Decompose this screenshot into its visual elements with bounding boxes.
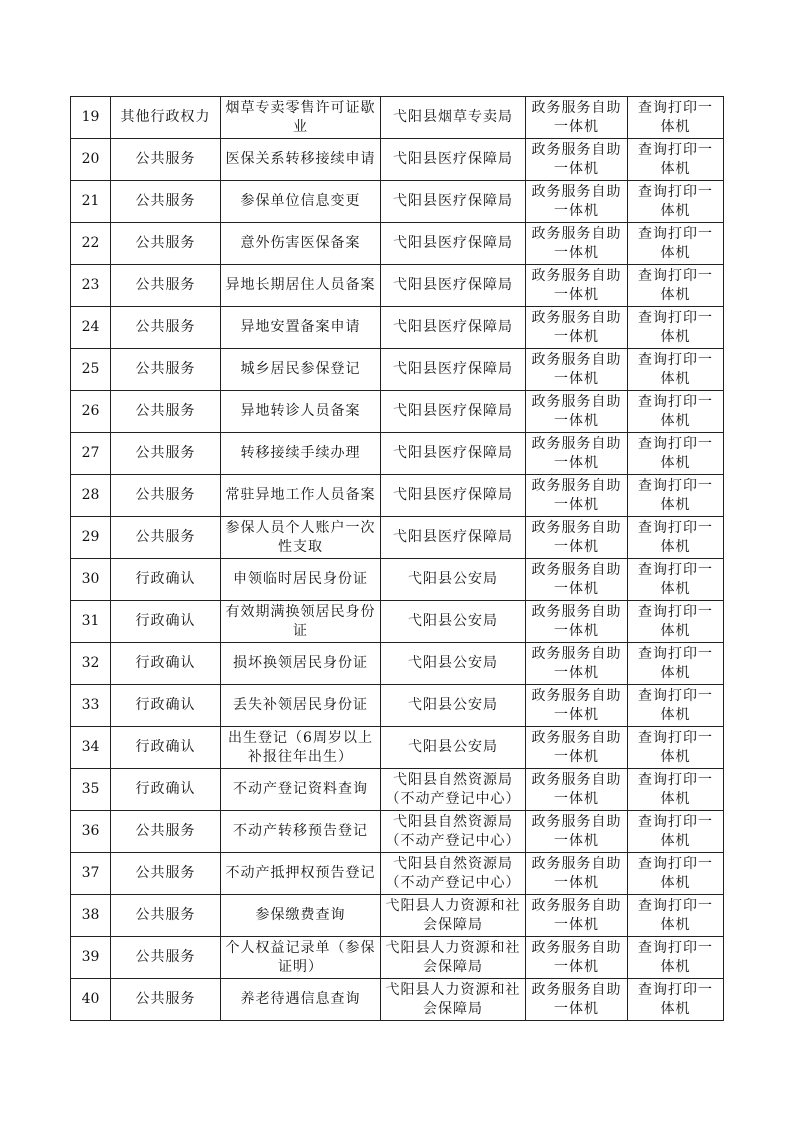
- cell-service-item: 烟草专卖零售许可证歇业: [221, 97, 381, 139]
- table-row: [71, 811, 724, 853]
- cell-number: 23: [71, 265, 111, 307]
- cell-category: 公共服务: [111, 433, 221, 475]
- cell-department: 弋阳县自然资源局（不动产登记中心）: [381, 853, 526, 895]
- cell-terminal: 查询打印一体机: [628, 97, 724, 139]
- cell-service-item: 养老待遇信息查询: [221, 979, 381, 1021]
- cell-department: 弋阳县医疗保障局: [381, 307, 526, 349]
- cell-channel: 政务服务自助一体机: [526, 265, 628, 307]
- cell-number: 19: [71, 97, 111, 139]
- cell-number: 26: [71, 391, 111, 433]
- cell-number: 21: [71, 181, 111, 223]
- table-row: [71, 685, 724, 727]
- cell-terminal: 查询打印一体机: [628, 769, 724, 811]
- cell-department: 弋阳县人力资源和社会保障局: [381, 937, 526, 979]
- cell-number: 35: [71, 769, 111, 811]
- cell-number: 22: [71, 223, 111, 265]
- cell-category: 行政确认: [111, 601, 221, 643]
- cell-department: 弋阳县医疗保障局: [381, 265, 526, 307]
- cell-department: 弋阳县自然资源局（不动产登记中心）: [381, 769, 526, 811]
- cell-channel: 政务服务自助一体机: [526, 223, 628, 265]
- cell-terminal: 查询打印一体机: [628, 181, 724, 223]
- cell-department: 弋阳县医疗保障局: [381, 349, 526, 391]
- cell-category: 公共服务: [111, 937, 221, 979]
- cell-service-item: 损坏换领居民身份证: [221, 643, 381, 685]
- table-row: [71, 517, 724, 559]
- cell-channel: 政务服务自助一体机: [526, 811, 628, 853]
- services-table: [70, 96, 724, 1021]
- cell-department: 弋阳县医疗保障局: [381, 139, 526, 181]
- table-row: [71, 769, 724, 811]
- cell-terminal: 查询打印一体机: [628, 559, 724, 601]
- cell-category: 公共服务: [111, 307, 221, 349]
- cell-service-item: 参保人员个人账户一次性支取: [221, 517, 381, 559]
- cell-terminal: 查询打印一体机: [628, 979, 724, 1021]
- cell-channel: 政务服务自助一体机: [526, 979, 628, 1021]
- cell-terminal: 查询打印一体机: [628, 517, 724, 559]
- cell-department: 弋阳县烟草专卖局: [381, 97, 526, 139]
- cell-service-item: 出生登记（6周岁以上补报往年出生）: [221, 727, 381, 769]
- cell-channel: 政务服务自助一体机: [526, 181, 628, 223]
- cell-channel: 政务服务自助一体机: [526, 559, 628, 601]
- cell-terminal: 查询打印一体机: [628, 475, 724, 517]
- cell-service-item: 异地长期居住人员备案: [221, 265, 381, 307]
- cell-channel: 政务服务自助一体机: [526, 433, 628, 475]
- cell-channel: 政务服务自助一体机: [526, 601, 628, 643]
- cell-channel: 政务服务自助一体机: [526, 685, 628, 727]
- table-row: [71, 559, 724, 601]
- cell-number: 29: [71, 517, 111, 559]
- cell-terminal: 查询打印一体机: [628, 811, 724, 853]
- table-row: [71, 937, 724, 979]
- cell-service-item: 城乡居民参保登记: [221, 349, 381, 391]
- cell-terminal: 查询打印一体机: [628, 727, 724, 769]
- cell-number: 37: [71, 853, 111, 895]
- table-row: [71, 433, 724, 475]
- table-row: [71, 979, 724, 1021]
- cell-category: 公共服务: [111, 517, 221, 559]
- cell-department: 弋阳县医疗保障局: [381, 475, 526, 517]
- services-table-body: [71, 97, 724, 1021]
- cell-service-item: 有效期满换领居民身份证: [221, 601, 381, 643]
- cell-terminal: 查询打印一体机: [628, 349, 724, 391]
- cell-terminal: 查询打印一体机: [628, 307, 724, 349]
- cell-channel: 政务服务自助一体机: [526, 391, 628, 433]
- cell-category: 公共服务: [111, 475, 221, 517]
- cell-department: 弋阳县医疗保障局: [381, 391, 526, 433]
- cell-category: 公共服务: [111, 811, 221, 853]
- cell-department: 弋阳县公安局: [381, 559, 526, 601]
- cell-channel: 政务服务自助一体机: [526, 97, 628, 139]
- table-row: [71, 139, 724, 181]
- cell-department: 弋阳县医疗保障局: [381, 181, 526, 223]
- cell-service-item: 转移接续手续办理: [221, 433, 381, 475]
- cell-category: 行政确认: [111, 727, 221, 769]
- cell-category: 其他行政权力: [111, 97, 221, 139]
- cell-service-item: 参保缴费查询: [221, 895, 381, 937]
- cell-service-item: 医保关系转移接续申请: [221, 139, 381, 181]
- cell-category: 行政确认: [111, 685, 221, 727]
- cell-channel: 政务服务自助一体机: [526, 139, 628, 181]
- cell-terminal: 查询打印一体机: [628, 937, 724, 979]
- cell-number: 25: [71, 349, 111, 391]
- table-row: [71, 895, 724, 937]
- cell-terminal: 查询打印一体机: [628, 853, 724, 895]
- cell-channel: 政务服务自助一体机: [526, 307, 628, 349]
- cell-number: 24: [71, 307, 111, 349]
- cell-category: 公共服务: [111, 181, 221, 223]
- cell-terminal: 查询打印一体机: [628, 391, 724, 433]
- cell-category: 行政确认: [111, 769, 221, 811]
- cell-department: 弋阳县医疗保障局: [381, 433, 526, 475]
- cell-service-item: 参保单位信息变更: [221, 181, 381, 223]
- table-row: [71, 97, 724, 139]
- cell-number: 38: [71, 895, 111, 937]
- cell-department: 弋阳县公安局: [381, 601, 526, 643]
- cell-terminal: 查询打印一体机: [628, 223, 724, 265]
- table-row: [71, 391, 724, 433]
- table-row: [71, 265, 724, 307]
- cell-channel: 政务服务自助一体机: [526, 349, 628, 391]
- cell-number: 34: [71, 727, 111, 769]
- cell-service-item: 常驻异地工作人员备案: [221, 475, 381, 517]
- cell-department: 弋阳县医疗保障局: [381, 517, 526, 559]
- cell-category: 公共服务: [111, 853, 221, 895]
- cell-service-item: 不动产抵押权预告登记: [221, 853, 381, 895]
- cell-number: 36: [71, 811, 111, 853]
- cell-service-item: 丢失补领居民身份证: [221, 685, 381, 727]
- cell-department: 弋阳县人力资源和社会保障局: [381, 979, 526, 1021]
- cell-category: 公共服务: [111, 979, 221, 1021]
- cell-number: 31: [71, 601, 111, 643]
- cell-channel: 政务服务自助一体机: [526, 895, 628, 937]
- cell-department: 弋阳县人力资源和社会保障局: [381, 895, 526, 937]
- cell-channel: 政务服务自助一体机: [526, 475, 628, 517]
- table-row: [71, 853, 724, 895]
- cell-service-item: 不动产转移预告登记: [221, 811, 381, 853]
- cell-number: 30: [71, 559, 111, 601]
- cell-terminal: 查询打印一体机: [628, 265, 724, 307]
- cell-category: 行政确认: [111, 559, 221, 601]
- cell-category: 行政确认: [111, 643, 221, 685]
- cell-department: 弋阳县公安局: [381, 727, 526, 769]
- cell-category: 公共服务: [111, 223, 221, 265]
- cell-service-item: 申领临时居民身份证: [221, 559, 381, 601]
- table-row: [71, 643, 724, 685]
- cell-category: 公共服务: [111, 895, 221, 937]
- table-row: [71, 475, 724, 517]
- cell-number: 27: [71, 433, 111, 475]
- cell-service-item: 异地安置备案申请: [221, 307, 381, 349]
- cell-number: 20: [71, 139, 111, 181]
- cell-number: 40: [71, 979, 111, 1021]
- table-row: [71, 601, 724, 643]
- cell-category: 公共服务: [111, 265, 221, 307]
- cell-service-item: 异地转诊人员备案: [221, 391, 381, 433]
- cell-department: 弋阳县医疗保障局: [381, 223, 526, 265]
- cell-number: 28: [71, 475, 111, 517]
- cell-category: 公共服务: [111, 391, 221, 433]
- cell-category: 公共服务: [111, 349, 221, 391]
- cell-service-item: 个人权益记录单（参保证明）: [221, 937, 381, 979]
- cell-channel: 政务服务自助一体机: [526, 769, 628, 811]
- table-row: [71, 349, 724, 391]
- cell-channel: 政务服务自助一体机: [526, 517, 628, 559]
- cell-terminal: 查询打印一体机: [628, 139, 724, 181]
- cell-terminal: 查询打印一体机: [628, 685, 724, 727]
- cell-department: 弋阳县公安局: [381, 643, 526, 685]
- table-row: [71, 307, 724, 349]
- cell-number: 32: [71, 643, 111, 685]
- cell-channel: 政务服务自助一体机: [526, 853, 628, 895]
- cell-channel: 政务服务自助一体机: [526, 643, 628, 685]
- cell-terminal: 查询打印一体机: [628, 895, 724, 937]
- cell-department: 弋阳县公安局: [381, 685, 526, 727]
- cell-department: 弋阳县自然资源局（不动产登记中心）: [381, 811, 526, 853]
- cell-service-item: 意外伤害医保备案: [221, 223, 381, 265]
- table-row: [71, 223, 724, 265]
- cell-channel: 政务服务自助一体机: [526, 937, 628, 979]
- cell-number: 33: [71, 685, 111, 727]
- cell-category: 公共服务: [111, 139, 221, 181]
- table-row: [71, 727, 724, 769]
- cell-terminal: 查询打印一体机: [628, 601, 724, 643]
- table-row: [71, 181, 724, 223]
- cell-number: 39: [71, 937, 111, 979]
- cell-service-item: 不动产登记资料查询: [221, 769, 381, 811]
- cell-terminal: 查询打印一体机: [628, 433, 724, 475]
- cell-channel: 政务服务自助一体机: [526, 727, 628, 769]
- cell-terminal: 查询打印一体机: [628, 643, 724, 685]
